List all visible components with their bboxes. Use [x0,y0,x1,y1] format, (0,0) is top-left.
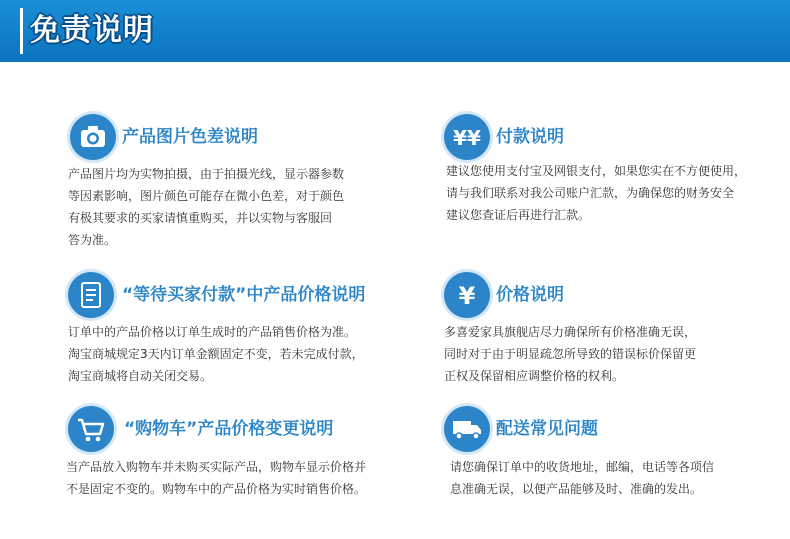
body-line: 有极其要求的买家请慎重购买，并以实物与客服回 [68,211,333,225]
section-body [450,456,714,500]
body-line: 不是固定不变的。购物车中的产品价格为实时销售价格。 [66,482,367,496]
section-body [68,163,344,251]
body-line: 息准确无误，以便产品能够及时、准确的发出。 [450,482,703,496]
body-line: 请您确保订单中的收货地址，邮编，电话等各项信 [450,460,715,474]
header-banner [0,0,790,62]
body-line: 订单中的产品价格以订单生成时的产品销售价格为准。 [68,325,357,339]
body-line: 淘宝商城将自动关闭交易。 [68,369,213,383]
section-title: 配送常见问题 [496,419,598,439]
body-line: 正权及保留相应调整价格的权利。 [444,369,625,383]
shopping-cart-icon [68,406,114,452]
body-line: 请与我们联系对我公司账户汇款，为确保您的财务安全 [446,186,735,200]
yen-icon [444,272,490,318]
section-title: 价格说明 [496,285,564,305]
section-body [446,160,746,226]
body-line: 建议您查证后再进行汇款。 [446,208,591,222]
section-title: 付款说明 [496,127,564,147]
body-line: 等因素影响，图片颜色可能存在微小色差，对于颜色 [68,189,345,203]
svg-text:¥: ¥ [458,282,476,310]
svg-text:¥¥: ¥¥ [453,126,481,150]
section-title: “购物车”产品价格变更说明 [124,419,334,439]
body-line: 当产品放入购物车并未购买实际产品，购物车显示价格并 [66,460,367,474]
delivery-truck-icon [444,406,490,452]
body-line: 产品图片均为实物拍摄，由于拍摄光线，显示器参数 [68,167,345,181]
body-line: 建议您使用支付宝及网银支付，如果您实在不方便使用， [446,164,747,178]
page-title: 免责说明 [30,13,154,48]
header-accent-bar [20,8,23,54]
section-body [444,321,696,387]
yen-coins-icon [444,114,490,160]
body-line: 同时对于由于明显疏忽所导致的错误标价保留更 [444,347,697,361]
body-line: 淘宝商城规定3天内订单金额固定不变，若未完成付款， [68,347,364,361]
section-body [68,321,364,387]
body-line: 多喜爱家具旗舰店尽力确保所有价格准确无误， [444,325,697,339]
document-icon [68,272,114,318]
camera-icon [70,114,116,160]
section-title: 产品图片色差说明 [122,127,258,147]
section-title: “等待买家付款”中产品价格说明 [122,285,366,305]
body-line: 答为准。 [68,233,117,247]
section-body [66,456,366,500]
